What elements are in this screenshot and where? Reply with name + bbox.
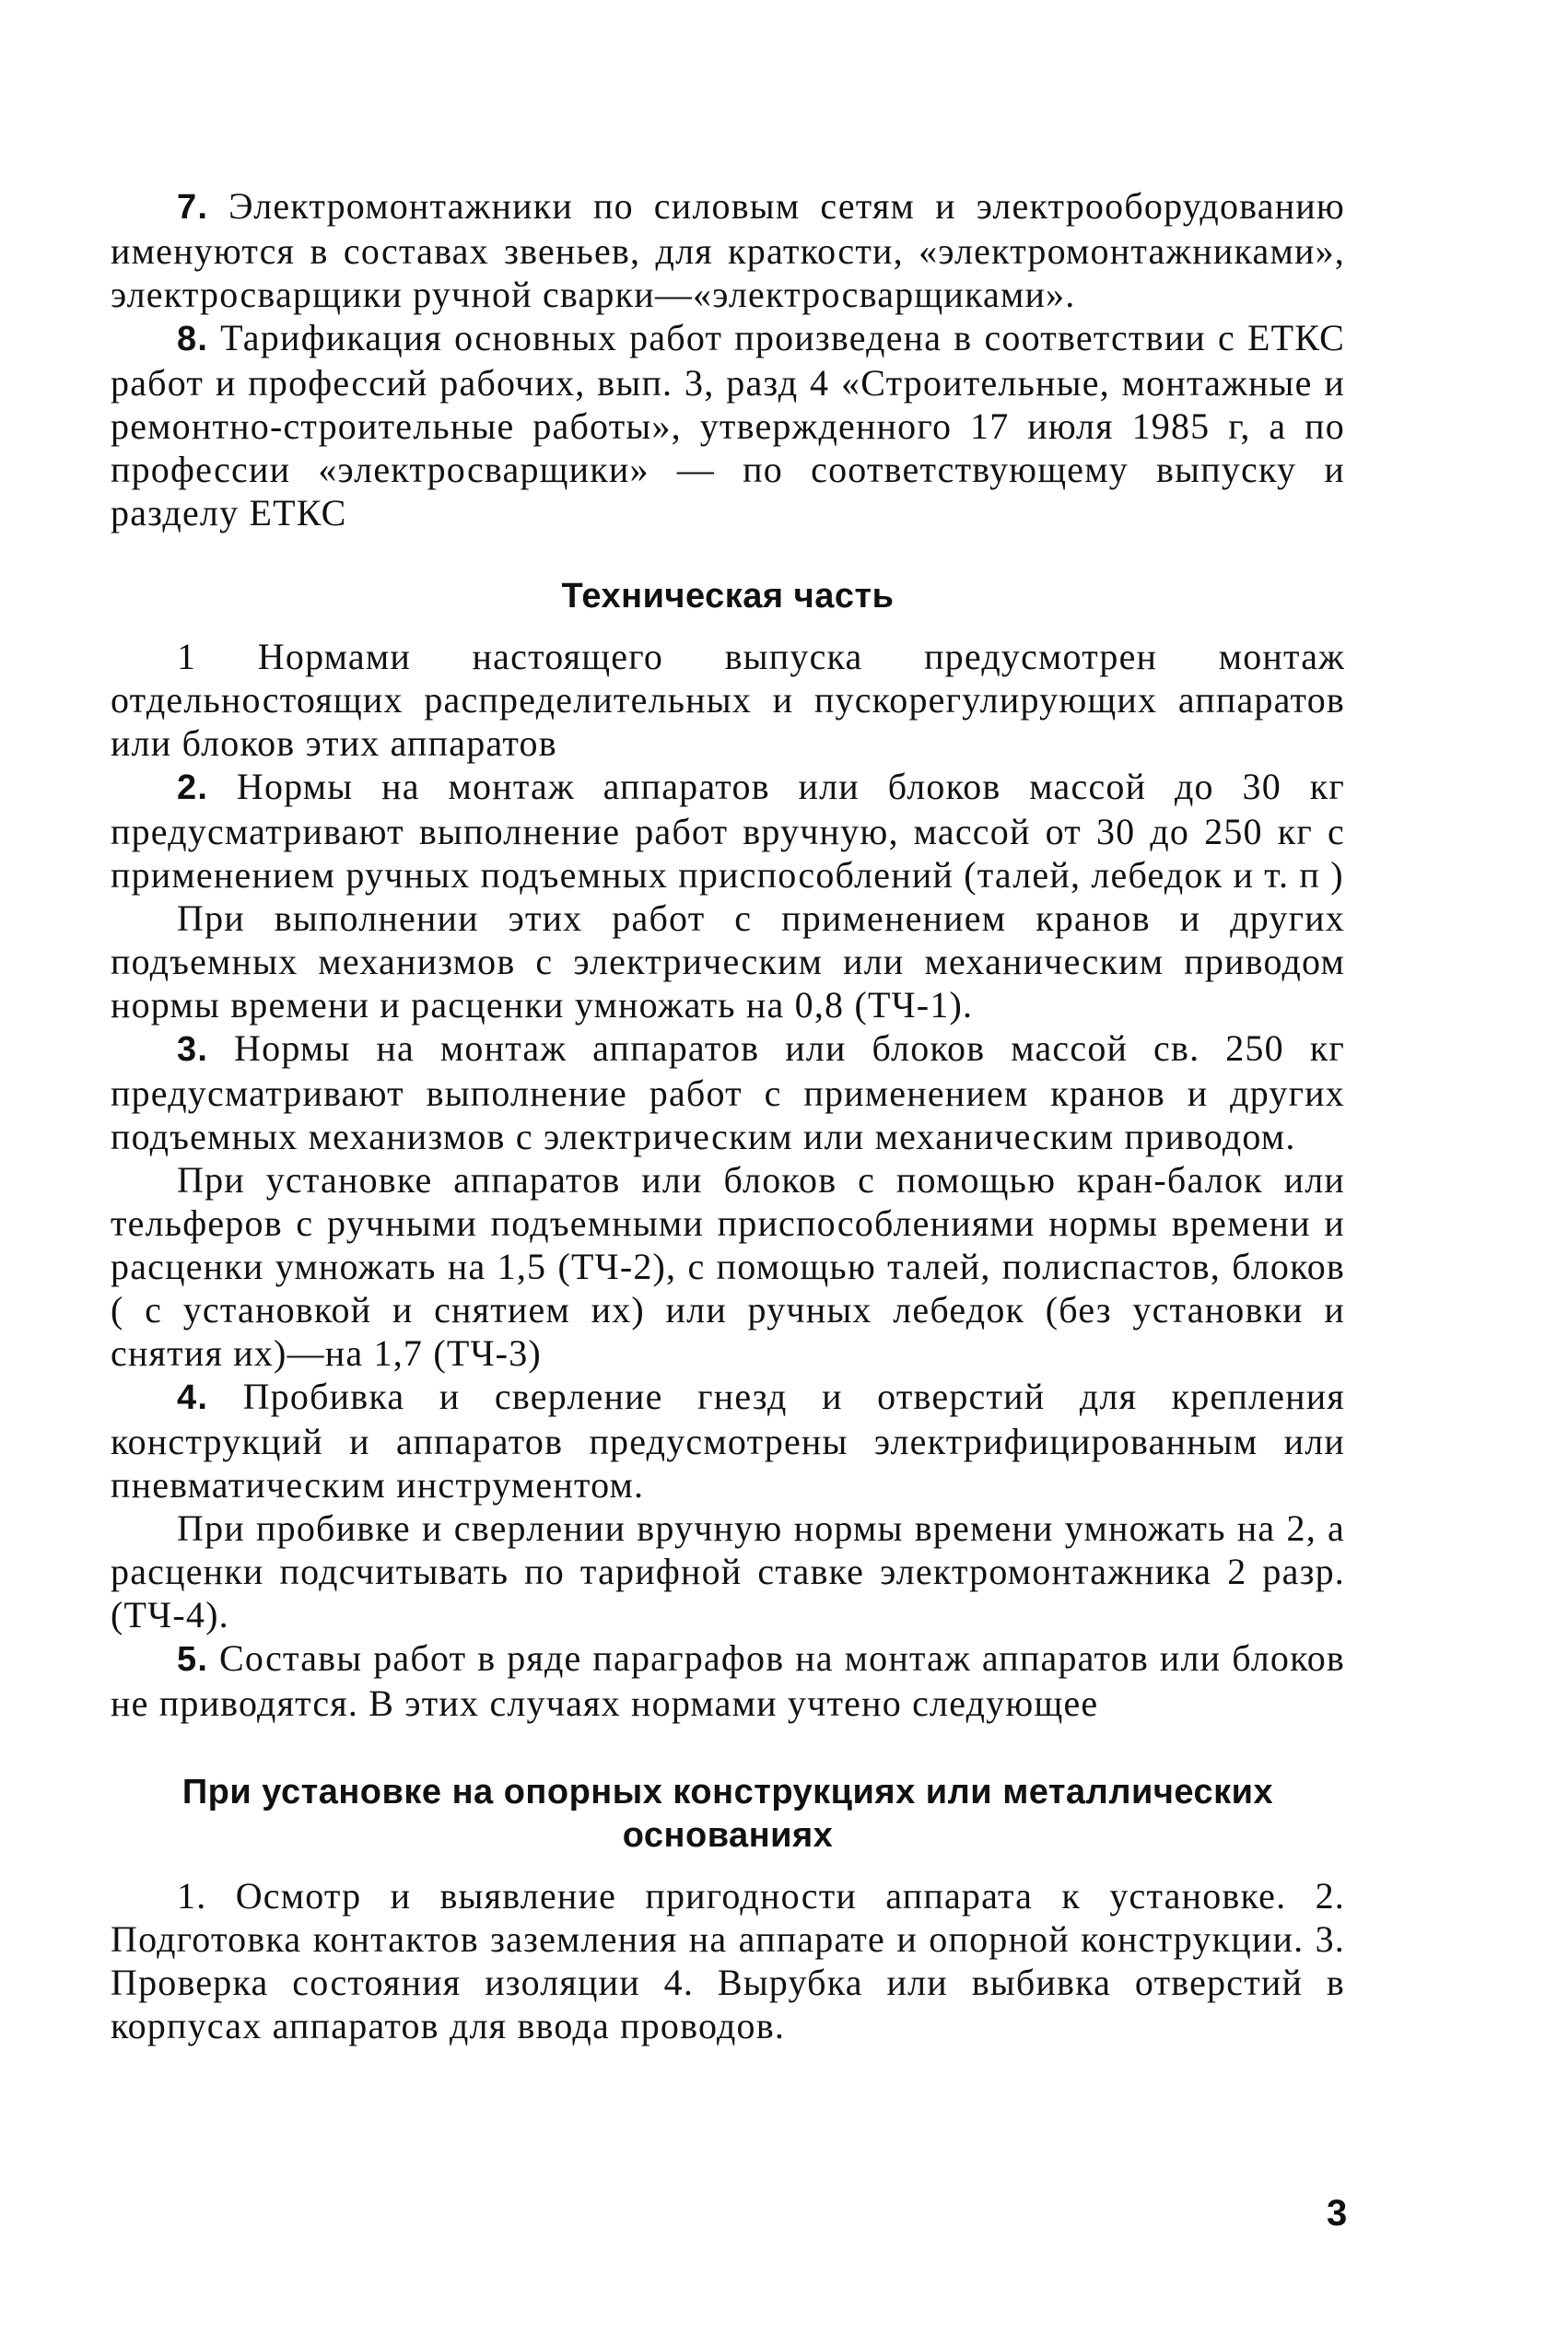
item-number: 4.: [177, 1378, 209, 1417]
tech-paragraph-3: [111, 1026, 1345, 1158]
paragraph-8: [111, 316, 1345, 534]
item-number: 7.: [177, 188, 209, 227]
tech-paragraph-2: [111, 765, 1345, 897]
tech-paragraph-3-note: [111, 1158, 1345, 1375]
tech-paragraph-4-note: [111, 1506, 1345, 1636]
paragraph-text: Электромонтажники по силовым сетям и электрооборудованию именуются в составах звеньев, для краткости, «электромонтажниками», электросварщики ручной сварки—«электросварщиками».: [111, 185, 1345, 315]
paragraph-text: Тарификация основных работ произведена в соответствии с ЕТКС работ и профессий рабочих, вып. 3, разд 4 «Строительные, монтажные и ремонтно-строительные работы», утвержденного 17 июля 1985 г, а по профессии «электросварщики» — по соответствующему выпуску и разделу ЕТКС: [111, 317, 1345, 533]
item-number: 2.: [177, 768, 209, 807]
paragraph-text: Нормы на монтаж аппаратов или блоков массой св. 250 кг предусматривают выполнение работ с применением кранов и других подъемных механизмов с электрическим или механическим приводом.: [111, 1027, 1345, 1157]
paragraph-text: При пробивке и сверлении вручную нормы времени умножать на 2, а расценки подсчитывать по тарифной ставке электромонтажника 2 разр. (ТЧ-4).: [111, 1507, 1345, 1635]
paragraph-text: Составы работ в ряде параграфов на монтаж аппаратов или блоков не приводятся. В этих случаях нормами учтено следующее: [111, 1637, 1345, 1724]
tech-paragraph-1: [111, 635, 1345, 765]
tech-paragraph-2-note: [111, 897, 1345, 1026]
item-number: 5.: [177, 1640, 209, 1679]
section-heading-technical: Техническая часть: [561, 577, 895, 615]
install-paragraph: 1. Осмотр и выявление пригодности аппарата к установке. 2. Подготовка контактов заземления на аппарате и опорной конструкции. 3. Проверка состояния изоляции 4. Вырубка или выбивка отверстий в корпусах аппаратов для ввода проводов.: [111, 1875, 1345, 2046]
page-body: [111, 184, 1345, 2047]
paragraph-text: При установке аппаратов или блоков с помощью кран-балок или тельферов с ручными подъемными приспособлениями нормы времени и расценки умножать на 1,5 (ТЧ-2), с помощью талей, полиспастов, блоков ( с установкой и снятием их) или ручных лебедок (без установки и снятия их)—на 1,7 (ТЧ-3): [111, 1159, 1345, 1374]
item-number: 1: [177, 636, 197, 677]
paragraph-text: При выполнении этих работ с применением кранов и других подъемных механизмов с электрическим или механическим приводом нормы времени и расценки умножать на 0,8 (ТЧ-1).: [111, 897, 1345, 1026]
tech-paragraph-4: [111, 1375, 1345, 1506]
paragraph-text: Нормами настоящего выпуска предусмотрен монтаж отдельностоящих распределительных и пускорегулирующих аппаратов или блоков этих аппаратов: [111, 636, 1345, 764]
paragraph-7: [111, 184, 1345, 316]
section-heading-install: При установке на опорных конструкциях или металлических основаниях: [181, 1773, 1274, 1855]
tech-paragraph-5: [111, 1636, 1345, 1725]
paragraph-text: Пробивка и сверление гнезд и отверстий для крепления конструкций и аппаратов предусмотрены электрифицированным или пневматическим инструментом.: [111, 1376, 1345, 1506]
paragraph-text: Нормы на монтаж аппаратов или блоков массой до 30 кг предусматривают выполнение работ вручную, массой от 30 до 250 кг с применением ручных подъемных приспособлений (талей, лебедок и т. п ): [111, 766, 1345, 896]
item-number: 3.: [177, 1030, 209, 1069]
page-number: 3: [1327, 2193, 1348, 2233]
item-number: 8.: [177, 320, 209, 358]
